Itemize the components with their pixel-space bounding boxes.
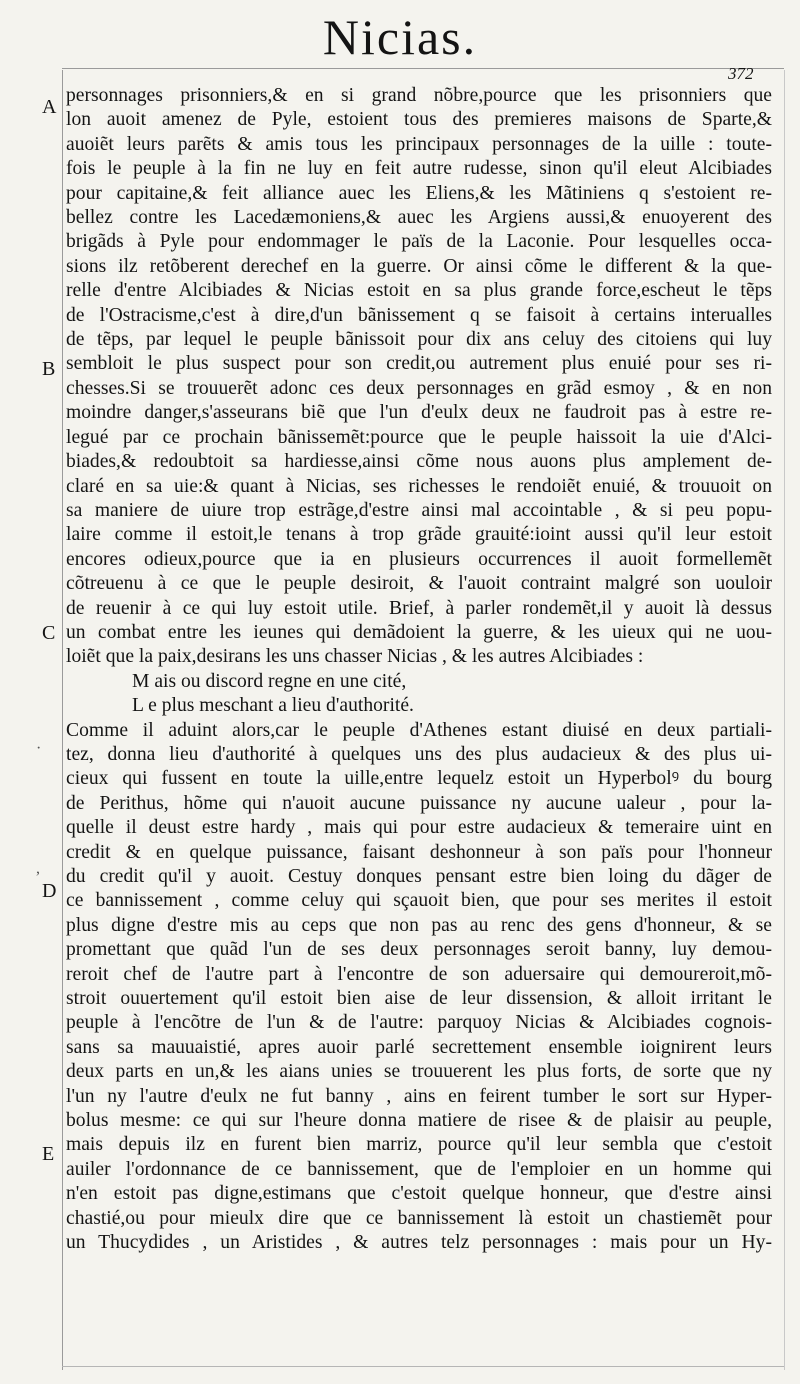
text-line: peuple à l'encõtre de l'un & de l'autre: parquoy Nicias & Alcibiades cognois- (66, 1012, 772, 1034)
text-line: chesses.Si se trouuerẽt adonc ces deux personnages en grãd esmoy , & en non (66, 377, 772, 399)
text-line: lon auoit amenez de Pyle, estoient tous des premieres maisons de Sparte,& (66, 109, 772, 131)
text-line: reroit chef de l'autre part à l'encontre de son aduersaire qui demoureroit,mõ- (66, 963, 772, 985)
text-line: cõtreuenu à ce que le peuple desiroit, & l'auoit contraint malgré son uouloir (66, 573, 772, 595)
text-line: un combat entre les ieunes qui demãdoient la guerre, & les uieux qui ne uou- (66, 621, 772, 643)
text-line: biades,& redoubtoit sa hardiesse,ainsi cõme nous auons plus amplement de- (66, 451, 772, 473)
margin-letter-b: B (42, 358, 56, 380)
text-line: auoiẽt leurs parẽts & amis tous les principaux personnages de la uille : toute- (66, 133, 772, 155)
text-line: laire comme il estoit,le tenans à trop grãde grauité:ioint aussi qu'il leur estoit (66, 524, 772, 546)
text-line: relle d'entre Alcibiades & Nicias estoit en sa plus grande force,escheut le tẽps (66, 280, 772, 302)
margin-letter-c: C (42, 622, 56, 644)
margin-letter-e: E (42, 1143, 55, 1165)
text-line: de reuenir à ce qui luy estoit utile. Brief, à parler rondemẽt,il y auoit là dessus (66, 597, 772, 619)
frame-rule-right (784, 70, 785, 1370)
text-line: personnages prisonniers,& en si grand nõbre,pource que les prisonniers que (66, 85, 772, 106)
text-line: stroit ouuertement qu'il estoit bien aise de leur dissension, & alloit irritant le (66, 988, 772, 1010)
text-line: auiler l'ordonnance de ce bannissement, que de l'emploier en un homme qui (66, 1158, 772, 1180)
body-text (66, 84, 772, 1256)
margin-letter-d: D (42, 880, 57, 902)
text-line: chastié,ou pour mieulx dire que ce bannissement là estoit un chastiemẽt pour (66, 1207, 772, 1229)
text-line: du credit qu'il y auoit. Cestuy donques pensant estre bien loing du dãger de (66, 866, 772, 887)
verse-line: L e plus meschant a lieu d'authorité. (132, 695, 414, 717)
text-line: moindre danger,s'asseurans biẽ que l'un d'eulx deux ne faudroit pas à estre re- (66, 402, 772, 424)
text-line: credit & en quelque puissance, faisant deshonneur à son païs pour l'honneur (66, 841, 772, 863)
text-line: mais depuis ilz en furent bien marriz, pource qu'il leur sembla que c'estoit (66, 1134, 772, 1156)
margin-mark: , (36, 860, 40, 877)
text-line: de tẽps, par lequel le peuple bãnissoit pour dix ans celuy des citoiens qui luy (66, 329, 772, 351)
verse-line: M ais ou discord regne en une cité, (132, 670, 407, 692)
text-line: encores odieux,pource que ia en plusieurs occurrences il auoit formellemẽt (66, 548, 772, 570)
text-line: n'en estoit pas digne,estimans que c'estoit quelque honneur, que d'estre ainsi (66, 1183, 772, 1205)
running-head: Nicias. (322, 9, 478, 65)
page-number: 372 (728, 64, 754, 83)
text-line: Comme il aduint alors,car le peuple d'Athenes estant diuisé en deux partiali- (66, 719, 772, 741)
text-line: claré en sa uie:& quant à Nicias, ses richesses le rendoiẽt enuié, & trouuoit on (66, 475, 772, 497)
text-line: un Thucydides , un Aristides , & autres telz personnages : mais pour un Hy- (66, 1232, 772, 1254)
text-line: sembloit le plus suspect pour son credit,ou autrement plus enuié pour ses ri- (66, 353, 772, 375)
text-line: loiẽt que la paix,desirans les uns chasser Nicias , & les autres Alcibiades : (66, 646, 644, 668)
margin-letter-a: A (42, 96, 57, 118)
text-line: sions ilz retõberent derechef en la guerre. Or ainsi cõme le different & la que- (66, 255, 772, 277)
text-line: plus digne d'estre mis au ceps que non pas au renc des gens d'honneur, & se (66, 914, 772, 936)
text-line: cieux qui fussent en toute la uille,entre lequelz estoit un Hyperbolꝰ du bourg (66, 768, 772, 790)
text-line: l'un ny l'autre d'eulx ne fut banny , ains en feirent tumber le sort sur Hyper- (66, 1085, 772, 1107)
text-line: sa maniere de uiure trop estrãge,d'estre ainsi mal accointable , & si peu popu- (66, 499, 772, 521)
text-line: bolus mesme: ce qui sur l'heure donna matiere de risee & de plaisir au peuple, (66, 1110, 772, 1132)
text-line: ce bannissement , comme celuy qui sçauoit bien, que pour ses merites il estoit (66, 890, 772, 912)
text-line: quelle il deust estre hardy , mais qui pour estre audacieux & temeraire uint en (66, 817, 772, 839)
text-line: deux parts en un,& les aians unies se trouuerent les plus forts, de sorte que ny (66, 1061, 772, 1083)
text-line: bellez contre les Lacedæmoniens,& auec les Argiens aussi,& enuoyerent des (66, 207, 772, 229)
text-line: de l'Ostracisme,c'est à dire,d'un bãnissement q se faisoit à certains interualles (66, 304, 772, 326)
frame-rule-top (62, 68, 784, 69)
text-line: legué par ce prochain bãnissemẽt:pource que le peuple haissoit la uie d'Alci- (66, 426, 772, 448)
text-line: tez, donna lieu d'authorité à quelques uns des plus audacieux & des plus ui- (66, 743, 772, 765)
text-line: de Perithus, hõme qui n'auoit aucune puissance ny aucune ualeur , pour la- (66, 792, 772, 814)
frame-rule-left (62, 70, 63, 1370)
text-line: brigãds à Pyle pour endommager le païs de la Laconie. Pour lesquelles occa- (66, 231, 772, 253)
frame-rule-bottom (62, 1366, 784, 1367)
margin-mark: · (36, 740, 42, 757)
text-line: fois le peuple à la fin ne luy en feit autre rudesse, sinon qu'il eleut Alcibiades (66, 158, 772, 180)
text-line: pour capitaine,& feit alliance auec les Eliens,& les Mãtiniens q s'estoient re- (66, 182, 772, 204)
text-line: sans sa mauuaistié, apres auoir parlé secrettement ensemble ioignirent leurs (66, 1036, 772, 1058)
text-line: promettant que quãd l'un de ses deux personnages seroit banny, luy demou- (66, 939, 772, 961)
